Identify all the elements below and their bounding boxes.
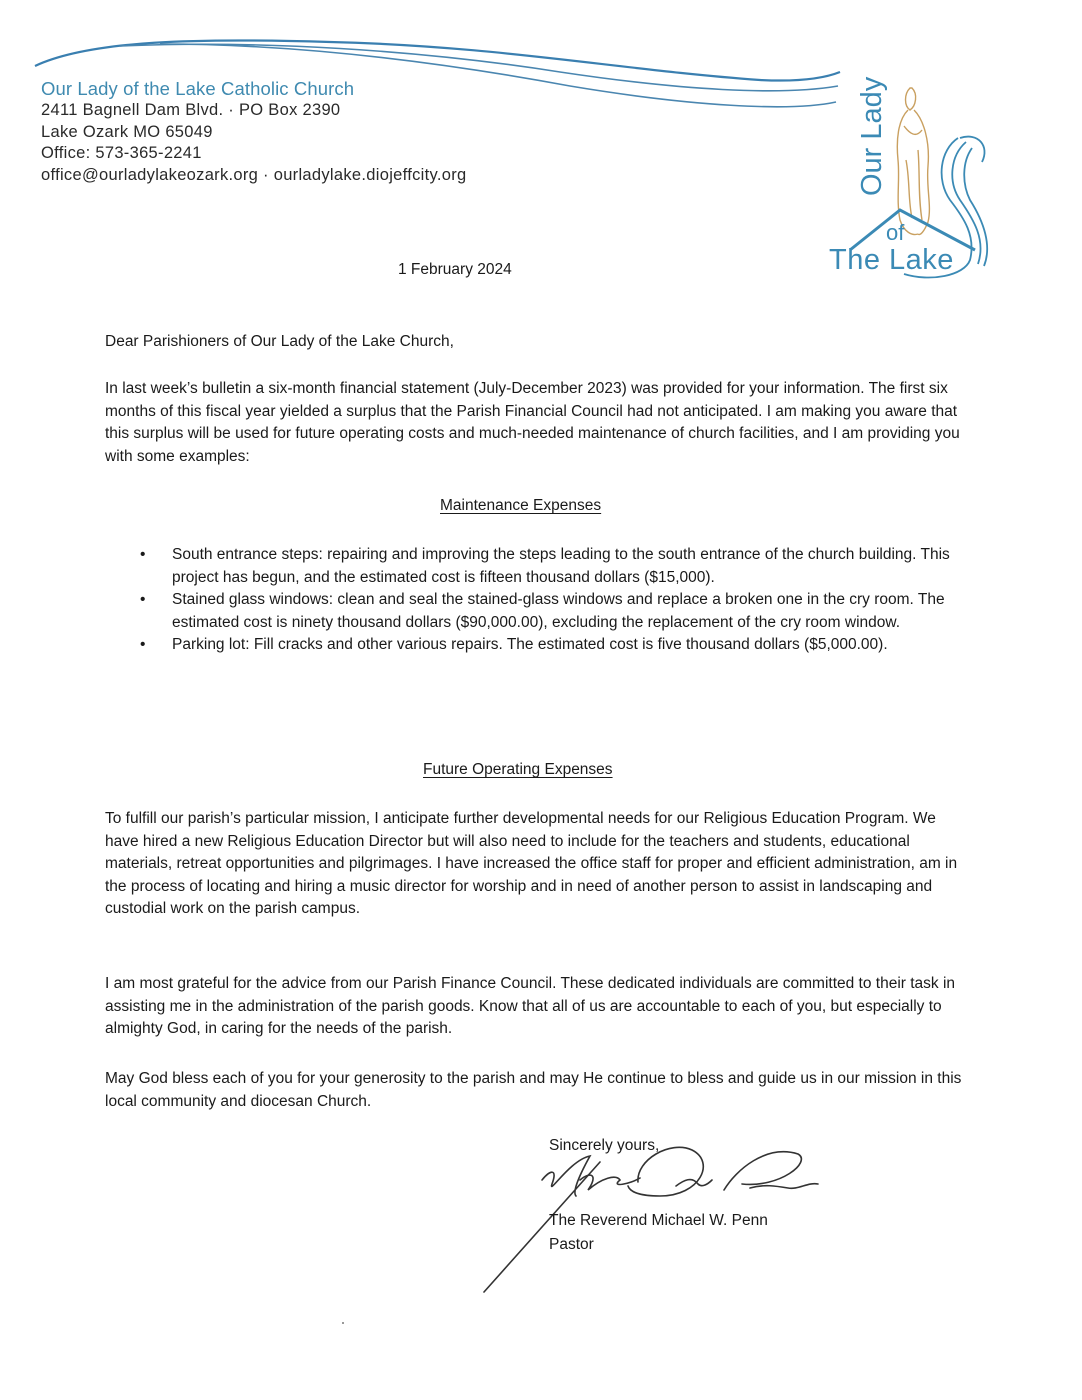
- letter-date: 1 February 2024: [398, 261, 512, 278]
- blessing-paragraph: May God bless each of you for your generosity to the parish and may He continue to bless and guide us in our mission in this local community and diocesan Church.: [105, 1070, 962, 1110]
- future-operating-paragraph: To fulfill our parish’s particular mission, I anticipate further developmental needs for our Religious Education Program. We have hired a new Religious Education Director but will also need to include for the teachers and students, educational materials, retreat opportunities and pilgrimages. I have increased the office staff for proper and efficient administration, am in the process of locating and hiring a music director for worship and in need of another person to assist in landscaping and custodial work on the parish campus.: [105, 810, 958, 918]
- email-and-website: office@ourladylakeozark.org · ourladylake.diojeffcity.org: [41, 165, 467, 184]
- closing: Sincerely yours,: [549, 1137, 660, 1154]
- list-item-text: Parking lot: Fill cracks and other various repairs. The estimated cost is five thousand dollars ($5,000.00).: [172, 636, 888, 654]
- gratitude-paragraph: I am most grateful for the advice from our Parish Finance Council. These dedicated individuals are committed to their task in assisting me in the administration of the parish goods. Know that all of us are accountable to each of you, but especially to almighty God, in caring for the needs of the parish.: [105, 975, 956, 1038]
- logo-text-the-lake: The Lake: [829, 244, 954, 276]
- list-item-text: Stained glass windows: clean and seal the stained-glass windows and replace a broken one in the cry room. The estimated cost is ninety thousand dollars ($90,000.00), excluding the replacement of the cry room window.: [172, 591, 945, 631]
- bullet-icon: •: [140, 546, 146, 563]
- street-address: 2411 Bagnell Dam Blvd. · PO Box 2390: [41, 101, 341, 119]
- signer-title: Pastor: [549, 1236, 594, 1253]
- scan-speck: [342, 1322, 344, 1324]
- maintenance-expenses-heading: Maintenance Expenses: [440, 497, 602, 514]
- logo-text-our-lady: Our Lady: [856, 76, 888, 196]
- list-item: [140, 589, 950, 634]
- list-item-text: South entrance steps: repairing and improving the steps leading to the south entrance of the church building. This project has begun, and the estimated cost is fifteen thousand dollars ($15,000).: [172, 546, 950, 586]
- salutation: Dear Parishioners of Our Lady of the Lake Church,: [105, 333, 454, 350]
- letterhead: [41, 78, 466, 186]
- signer-name: The Reverend Michael W. Penn: [549, 1212, 768, 1229]
- logo-text-of: of: [886, 220, 905, 245]
- church-name: Our Lady of the Lake Catholic Church: [41, 78, 355, 99]
- maintenance-expenses-list: [140, 544, 950, 657]
- future-operating-expenses-heading: Future Operating Expenses: [423, 761, 613, 778]
- city-state-zip: Lake Ozark MO 65049: [41, 122, 213, 141]
- bullet-icon: •: [140, 636, 146, 654]
- intro-paragraph: In last week’s bulletin a six-month financial statement (July-December 2023) was provided for your information. The first six months of this fiscal year yielded a surplus that the Parish Financial Council had not anticipated. I am making you aware that this surplus will be used for future operating costs and much-needed maintenance of church facilities, and I am providing you with some examples:: [105, 380, 960, 465]
- office-phone: Office: 573-365-2241: [41, 144, 202, 162]
- list-item: [140, 544, 950, 589]
- signer-block: [549, 1209, 768, 1257]
- bullet-icon: •: [140, 591, 146, 609]
- list-item: [140, 634, 950, 657]
